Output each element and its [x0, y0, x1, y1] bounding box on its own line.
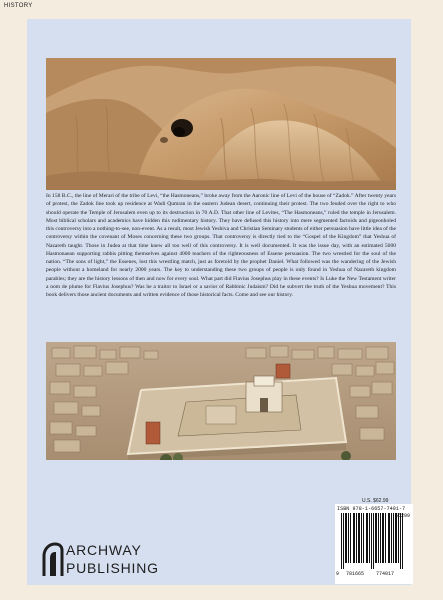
- publisher-name-line1: ARCHWAY: [66, 542, 142, 558]
- temple-model-photo: [46, 342, 396, 460]
- barcode-left-digits: 781665: [346, 571, 365, 577]
- book-description: In 158 B.C., the line of Merari of the tribe of Levi, “the Hasmoneans,” broke away from the Aaronic line of Levi of the house of “Zadok.” After twenty years of protest, the Zadok line took up residence at Wadi Qumran in the eastern Judean desert, continuing their protest. The two feuded over the right to who should operate the Temple of Jerusalem even up to its destruction in 70 A.D. That other line of Levites, “The Hasmoneans,” ruled the temple in Jerusalem. Most biblical scholars and academics have hidden this rudimentary history. They have defused this history into mere segmented factoids and pigeonholed this controversy into a nothing-to-see, non-event. As a result, most Jewish Yeshiva and Christian Seminary students of either persuasion have little idea of the controversy within the covenant of Moses concerning these two groups. That controversy is directly tied to the “Gospel of the Kingdom” that Yeshua of Nazareth taught. Those in Judea at that time knew all too well of this controversy. It is well documented. It was the issue day, with an estimated 5000 Hasmonaean supporting rabbis pitting themselves against 4000 teachers of the righteousness of Essene persuasion. The two wrestled for the soul of the nation. “The sons of light,” the Essenes, lost this wrestling match, just as foretold by the prophet Daniel. What followed was the wandering of the Jewish people without a homeland for nearly 2000 years. The key to understanding these two groups of people is only found in Yeshua of Nazareth kingdom parables; they are the history lessons of then and now for every soul. What part did Flavius Josephus play in these events? Is Luke the New Testament writer a nom de plume for Flavius Josephus? Was he a traitor to Israel or a savior of Rabbinic Judaism? Did he subvert the truth of the Yeshua movement? This book delivers those ancient documents and written evidence of those historical facts. Come and see our history.: [46, 193, 396, 298]
- addon-barcode: [405, 513, 425, 561]
- barcode-lead-digit: 9: [336, 571, 340, 577]
- publisher-logo: [42, 540, 172, 580]
- publisher-name-line2: PUBLISHING: [66, 560, 159, 576]
- category-label: HISTORY: [4, 3, 33, 9]
- temple-illustration: [46, 342, 396, 460]
- isbn-text: [337, 506, 411, 512]
- red-roof: [146, 422, 160, 444]
- qumran-caves-photo: [46, 58, 396, 190]
- archway-icon: [42, 542, 64, 578]
- price-label: U.S. $62.99: [362, 498, 389, 504]
- cliff-illustration: [46, 58, 396, 190]
- price-code: 56299: [395, 513, 411, 519]
- barcode-right-digits: 774017: [376, 571, 395, 577]
- barcode-graphic: [335, 513, 413, 581]
- isbn-number: ISBN 978-1-6657-7401-7: [337, 506, 406, 512]
